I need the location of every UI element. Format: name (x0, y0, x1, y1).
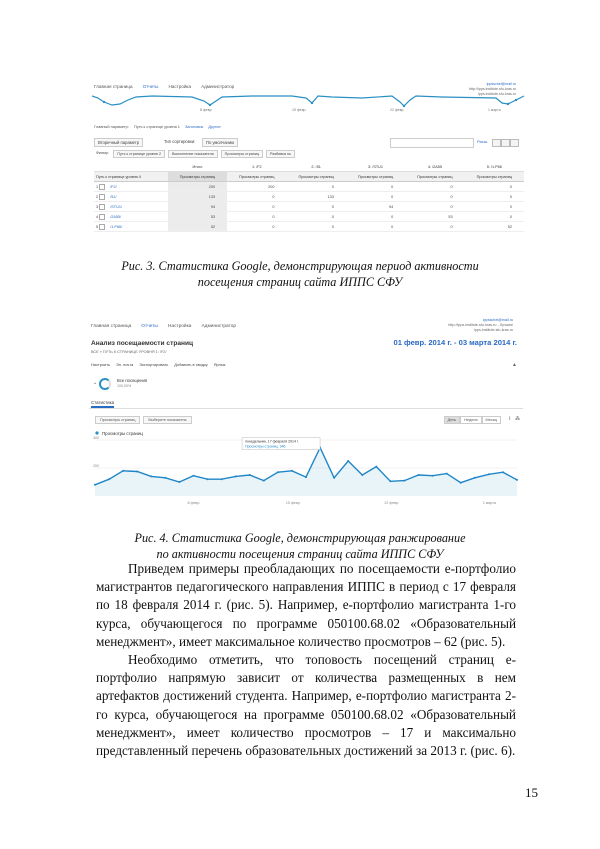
row-value: 0 (346, 212, 405, 222)
fig3-search-input[interactable] (390, 138, 474, 148)
table-row (94, 222, 524, 232)
row-value: 0 (405, 182, 464, 192)
row-value: 0 (465, 202, 524, 212)
fig4-period-day[interactable]: День (444, 416, 461, 424)
fig4-data-point[interactable] (502, 471, 504, 473)
fig3-filter-row (94, 150, 295, 158)
table-row (94, 212, 524, 222)
fig3-total-3: 3: /STU1 (346, 162, 405, 172)
row-value: 0 (346, 192, 405, 202)
fig4-line-chart (89, 428, 523, 506)
fig4-data-point[interactable] (249, 474, 251, 476)
row-value: 53 (405, 212, 464, 222)
fig4-data-point[interactable] (122, 470, 124, 472)
row-value: 0 (227, 212, 286, 222)
fig3-total-label: Итого (168, 162, 227, 172)
fig4-account-domain: ipps.institute.sfu-kras.ru (474, 328, 513, 332)
fig4-segment[interactable] (95, 374, 215, 392)
fig3-col-pageviews-total[interactable]: Просмотры страниц (168, 172, 227, 182)
fig4-segment-ring-icon (99, 378, 111, 390)
fig4-data-point[interactable] (221, 478, 223, 480)
row-value: 0 (286, 222, 345, 232)
fig4-email-button[interactable]: Эл. почта (116, 362, 134, 367)
row-number: 1 (96, 184, 99, 189)
figure-4-screenshot (89, 316, 523, 506)
fig4-breadcrumb[interactable]: ВСЕ » ПУТЬ К СТРАНИЦЕ УРОВНЯ 1: /F2/ (91, 350, 167, 354)
fig3-filter-breakdown[interactable]: Разбивка по (266, 150, 295, 158)
row-value: 94 (168, 202, 227, 212)
row-checkbox[interactable] (99, 214, 105, 220)
row-value: 0 (405, 192, 464, 202)
fig3-secondary-dimension[interactable]: Вторичный параметр (94, 138, 143, 147)
fig4-account-site: http://ipps.institute.sfu-kras.ru - Лучшее (448, 323, 513, 327)
fig4-data-point[interactable] (94, 484, 96, 486)
fig3-tab-admin[interactable]: Администратор (201, 84, 235, 89)
fig4-data-point[interactable] (108, 478, 110, 480)
fig4-account[interactable] (448, 318, 513, 333)
row-value: 53 (168, 212, 227, 222)
fig4-segment-title: Все посещения (117, 378, 148, 383)
row-value: 0 (465, 182, 524, 192)
row-value: 0 (346, 182, 405, 192)
fig4-data-point[interactable] (446, 473, 448, 475)
fig4-period-switch (444, 416, 501, 424)
fig4-data-point[interactable] (277, 471, 279, 473)
row-path-link[interactable]: /STU1/ (110, 204, 123, 209)
row-number: 5 (96, 224, 99, 229)
row-checkbox[interactable] (99, 184, 105, 190)
fig4-data-point[interactable] (432, 475, 434, 477)
caption-3-line-1: Рис. 3. Статистика Google, демонстрирующая период активности (121, 259, 479, 273)
fig4-shortcut-button[interactable]: Ярлык (213, 362, 226, 367)
fig3-mini-line (92, 96, 524, 106)
fig4-y-tick: 400 (93, 436, 99, 440)
fig3-mini-date-2: 15 февр. (292, 108, 307, 112)
fig3-view-table-icon[interactable] (492, 139, 501, 147)
fig4-account-email: ippsschel@mail.ru (482, 318, 513, 322)
fig3-mini-chart (92, 92, 528, 112)
fig4-top-tabs (91, 324, 236, 329)
row-value: 0 (405, 222, 464, 232)
fig4-data-point[interactable] (136, 471, 138, 473)
fig3-total-1: 1: /F2 (227, 162, 286, 172)
fig3-col-path[interactable]: Путь к странице уровня 4 (94, 172, 168, 182)
fig4-x-tick: 22 февр. (384, 501, 400, 505)
fig3-filter-label: Фильтр (96, 151, 109, 155)
row-value: 200 (168, 182, 227, 192)
fig4-data-point[interactable] (361, 474, 363, 476)
row-value: 0 (286, 182, 345, 192)
fig3-col-pageviews-2[interactable]: Просмотры страниц (286, 172, 345, 182)
figure-3-caption (100, 258, 500, 290)
fig4-data-point[interactable] (474, 477, 476, 479)
row-path-link[interactable]: /1.P66/ (110, 224, 123, 229)
fig4-hat-icon[interactable]: ▲ (512, 362, 517, 368)
fig3-mini-date-4: 1 марта (488, 108, 501, 112)
fig3-col-pageviews-5[interactable]: Просмотры страниц (465, 172, 524, 182)
row-value: 52 (168, 222, 227, 232)
fig3-filter-metric[interactable]: Выполнение показателя (168, 150, 218, 158)
fig4-tooltip (242, 438, 320, 450)
row-value: 133 (286, 192, 345, 202)
fig3-sort-label: Тип сортировки: (164, 139, 196, 144)
fig4-data-point[interactable] (291, 470, 293, 472)
fig4-metric-selectors (95, 416, 192, 424)
fig4-period-week[interactable]: Неделя (460, 416, 481, 424)
fig4-metric-compare-select[interactable]: Выберите показатель (143, 416, 191, 424)
row-value: 0 (227, 202, 286, 212)
fig4-period-month[interactable]: Месяц (482, 416, 501, 424)
fig3-view-bar-icon[interactable] (510, 139, 519, 147)
fig4-customize-button[interactable]: Настроить (91, 362, 111, 367)
fig4-x-tick: 15 февр. (285, 501, 301, 505)
fig4-chart-area (95, 448, 517, 496)
fig3-total-5: 5: /1.P66 (465, 162, 524, 172)
fig3-dimension-bar (94, 124, 221, 129)
fig4-legend-dot (95, 431, 98, 434)
fig4-data-point[interactable] (235, 475, 237, 477)
fig4-date-range[interactable]: 01 февр. 2014 г. - 03 марта 2014 г. (393, 338, 517, 347)
fig4-y-tick: 200 (93, 464, 99, 468)
fig3-account-email: ippsschel@mail.ru (486, 82, 516, 86)
row-value: 0 (227, 222, 286, 232)
fig4-tooltip-date: понедельник, 17 февраля 2014 г. (245, 439, 299, 444)
fig3-data-table (94, 162, 524, 232)
fig4-data-point[interactable] (375, 466, 377, 468)
fig3-view-pie-icon[interactable] (501, 139, 510, 147)
fig3-total-2: 2: /51 (286, 162, 345, 172)
row-value: 0 (465, 212, 524, 222)
fig3-sort-select[interactable]: По умолчанию (202, 138, 238, 147)
fig4-export-button[interactable]: Экспортировать (139, 362, 169, 367)
fig3-account-site: http://ipps.institute.sfu-kras.ru (469, 87, 516, 91)
fig4-x-tick: 1 марта (482, 501, 496, 505)
fig4-x-tick: 8 февр. (187, 501, 201, 505)
fig4-tab-settings[interactable]: Настройка (167, 324, 192, 329)
fig4-data-point[interactable] (164, 477, 166, 479)
fig3-account-domain: ipps.institute.sfu-kras.ru (478, 92, 516, 96)
fig3-tab-settings[interactable]: Настройка (168, 84, 192, 89)
fig4-action-bar (91, 362, 225, 367)
fig3-header-row (94, 172, 524, 182)
fig4-data-point[interactable] (516, 479, 518, 481)
fig4-section-tab[interactable]: Статистика (91, 400, 114, 408)
fig4-data-point[interactable] (178, 481, 180, 483)
row-path-link[interactable]: /F2/ (110, 184, 117, 189)
fig4-tab-admin[interactable]: Администратор (201, 324, 237, 329)
fig4-data-point[interactable] (333, 477, 335, 479)
fig4-data-point[interactable] (347, 460, 349, 462)
fig3-dimension-label: Главный параметр: (94, 124, 129, 129)
fig4-segment-percent: 100,00% (117, 384, 132, 388)
fig4-legend-label: Просмотры страниц (102, 431, 143, 436)
fig3-dimension-title-link[interactable]: Заголовок (184, 124, 204, 129)
row-value: 200 (227, 182, 286, 192)
fig3-advanced-link[interactable]: Расш. (477, 139, 489, 144)
table-row (94, 182, 524, 192)
fig3-tab-home[interactable]: Главная страница (94, 84, 133, 89)
page-number: 15 (525, 785, 538, 800)
row-value: 0 (346, 222, 405, 232)
row-number: 4 (96, 214, 99, 219)
table-row (94, 192, 524, 202)
fig4-motion-chart-icon[interactable]: ⁂ (515, 416, 520, 422)
row-value: 94 (346, 202, 405, 212)
fig4-segment-chevron-icon[interactable]: ⌄ (93, 380, 98, 386)
fig4-line-chart-icon[interactable]: ⌇ (508, 416, 511, 422)
paragraph-2: Необходимо отметить, что топовость посещений страниц е-портфолио напрямую зависит от количества размещенных в нем артефактов достижений студента. Например, е-портфолио магистранта 2-го курса, обучающегося на программе 050100.68.02 «Образовательный менеджмент», имеет количество просмотров – 17 и максимально представленный перечень образовательных достижений за 2013 г. (рис. 6). (96, 652, 516, 759)
caption-4-line-1: Рис. 4. Статистика Google, демонстрирующая ранжирование (134, 531, 466, 545)
fig4-data-point[interactable] (263, 480, 265, 482)
fig3-dimension-other-link[interactable]: Другое (208, 124, 221, 129)
figure-3-screenshot (92, 78, 528, 256)
fig3-mini-date-3: 22 февр. (390, 108, 405, 112)
fig4-data-point[interactable] (488, 473, 490, 475)
caption-3-line-2: посещения страниц сайта ИППС СФУ (197, 275, 403, 289)
fig4-data-point[interactable] (389, 480, 391, 482)
fig4-divider (89, 408, 523, 409)
row-value: 0 (405, 202, 464, 212)
fig4-metric-select[interactable]: Просмотры страниц (95, 416, 140, 424)
row-value: 0 (286, 212, 345, 222)
fig3-total-4: 4: /2A55 (405, 162, 464, 172)
row-number: 3 (96, 204, 99, 209)
figure-4-caption (100, 530, 500, 562)
fig4-tab-home[interactable]: Главная страница (91, 324, 132, 329)
row-checkbox[interactable] (99, 204, 105, 210)
table-row (94, 202, 524, 212)
row-value: 52 (465, 222, 524, 232)
fig4-tooltip-value: Просмотры страниц: 346 (245, 444, 286, 449)
row-value: 0 (286, 202, 345, 212)
row-value: 0 (465, 192, 524, 202)
row-path-link[interactable]: /2A55/ (110, 214, 122, 219)
fig4-data-point[interactable] (305, 476, 307, 478)
fig3-col-pageviews-3[interactable]: Просмотры страниц (346, 172, 405, 182)
fig4-data-point[interactable] (192, 475, 194, 477)
fig4-data-point[interactable] (207, 478, 209, 480)
fig4-add-dashboard-button[interactable]: Добавить в сводку (174, 362, 208, 367)
row-value: 133 (168, 192, 227, 202)
fig3-top-tabs (94, 84, 234, 89)
fig3-filter-dimension[interactable]: Путь к странице уровня 2 (113, 150, 165, 158)
row-checkbox[interactable] (99, 194, 105, 200)
fig3-filter-pageviews[interactable]: Просмотры страниц (221, 150, 263, 158)
fig4-tab-reports[interactable]: Отчеты (141, 324, 158, 329)
row-value: 0 (227, 192, 286, 202)
caption-4-line-2: по активности посещения страниц сайта ИППС СФУ (156, 547, 444, 561)
fig3-dimension-current: Путь к странице уровня 1 (133, 124, 180, 129)
fig4-data-point[interactable] (150, 475, 152, 477)
row-number: 2 (96, 194, 99, 199)
row-checkbox[interactable] (99, 224, 105, 230)
fig3-tab-reports[interactable]: Отчеты (142, 84, 159, 89)
fig3-col-pageviews-4[interactable]: Просмотры страниц (405, 172, 464, 182)
fig3-toolbar (94, 138, 524, 147)
fig4-data-point[interactable] (403, 480, 405, 482)
fig3-mini-date-1: 8 февр. (200, 108, 213, 112)
fig4-data-point[interactable] (460, 482, 462, 484)
fig4-page-title: Анализ посещаемости страниц (91, 340, 194, 347)
row-path-link[interactable]: /51/ (110, 194, 117, 199)
fig3-col-pageviews-1[interactable]: Просмотры страниц (227, 172, 286, 182)
fig4-data-point[interactable] (418, 474, 420, 476)
paragraph-1: Приведем примеры преобладающих по посещаемости е-портфолио магистрантов педагогического направления ИППС в период с 17 февраля по 18 февраля 2014 г. (рис. 5). Например, е-портфолио магистранта 1-го курса, обучающегося по программе 050100.68.02 «Образовательный менеджмент», имеет максимальное количество просмотров – 62 (рис. 5). (96, 561, 516, 649)
fig3-totals-row (94, 162, 524, 172)
